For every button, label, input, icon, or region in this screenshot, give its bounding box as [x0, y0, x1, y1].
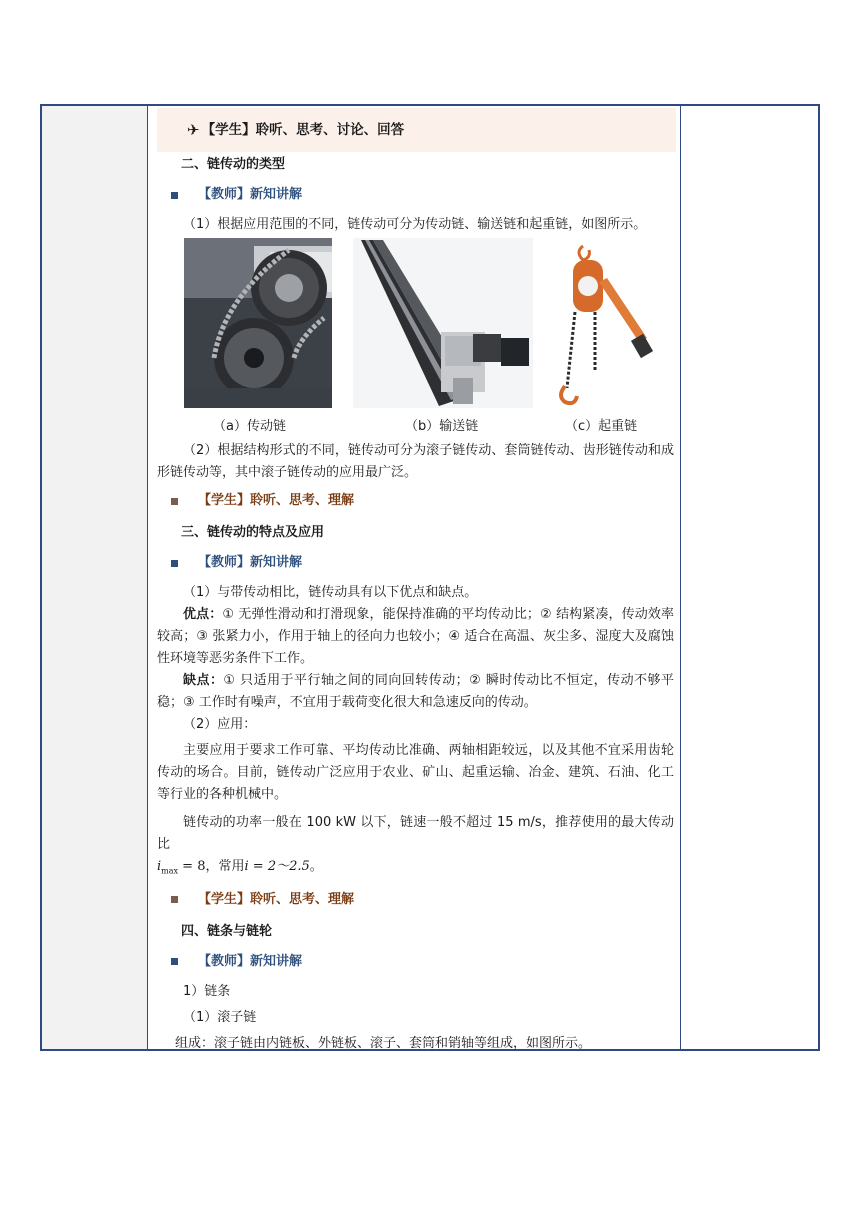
student-tag — [157, 490, 674, 512]
drive-chain-image — [184, 238, 332, 408]
paragraph: （1）滚子链 — [183, 1009, 257, 1025]
application-paragraph: 主要应用于要求工作可靠、平均传动比准确、两轴相距较远，以及其他不宜采用齿轮传动的场合。目前，链传动广泛应用于农业、矿山、起重运输、冶金、建筑、石油、化工等行业的各种机械中。 — [157, 743, 674, 802]
student-activity-box — [157, 108, 676, 152]
teacher-tag — [157, 951, 674, 973]
student-tag-label: 【学生】聆听、思考、理解 — [198, 891, 355, 907]
advantages-label: 优点： — [183, 607, 223, 622]
paragraph: 组成：滚子链由内链板、外链板、滚子、套筒和销轴等组成，如图所示。 — [175, 1035, 592, 1051]
formula-i: i = 2～2.5 — [244, 859, 310, 874]
square-bullet-icon — [171, 896, 178, 903]
square-bullet-icon — [171, 498, 178, 505]
square-bullet-icon — [171, 958, 178, 965]
hoist-chain-image — [553, 238, 657, 408]
left-column — [42, 106, 148, 1049]
paragraph: （1）与带传动相比，链传动具有以下优点和缺点。 — [183, 585, 478, 600]
student-tag — [157, 889, 674, 911]
teacher-tag — [157, 184, 674, 206]
caption-conveyor-chain: （b）输送链 — [405, 419, 479, 434]
conveyor-chain-image — [353, 238, 533, 408]
teacher-tag-label: 【教师】新知讲解 — [198, 187, 303, 202]
formula-imax: $i_{max} = 8$ — [157, 859, 206, 876]
disadvantages-paragraph — [157, 670, 674, 714]
student-tag-label: 【学生】聆听、思考、理解 — [198, 493, 355, 508]
paragraph: （2）应用： — [183, 717, 257, 732]
right-column — [680, 106, 818, 1049]
square-bullet-icon — [171, 192, 178, 199]
advantages-paragraph — [157, 604, 674, 670]
section-heading-types: 二、链传动的类型 — [181, 157, 286, 172]
teacher-tag — [157, 552, 674, 574]
caption-drive-chain: （a）传动链 — [213, 419, 286, 434]
student-activity-text: 【学生】聆听、思考、讨论、回答 — [201, 122, 405, 138]
caption-hoist-chain: （c）起重链 — [565, 419, 638, 434]
paragraph: （2）根据结构形式的不同，链传动可分为滚子链传动、套筒链传动、齿形链传动和成形链传动等，其中滚子链传动的应用最广泛。 — [157, 443, 674, 480]
disadvantages-text: ① 只适用于平行轴之间的同向回转传动；② 瞬时传动比不恒定，传动不够平稳；③ 工作时有噪声，不宜用于载荷变化很大和急速反向的传动。 — [157, 673, 674, 710]
section-heading-chain-sprocket: 四、链条与链轮 — [181, 923, 273, 939]
teacher-tag-label: 【教师】新知讲解 — [198, 953, 303, 969]
lesson-table — [40, 104, 820, 1051]
disadvantages-label: 缺点： — [183, 673, 224, 688]
content-column — [149, 106, 682, 1049]
chain-images — [157, 238, 674, 434]
teacher-tag-label: 【教师】新知讲解 — [198, 555, 303, 570]
square-bullet-icon — [171, 560, 178, 567]
advantages-text: ① 无弹性滑动和打滑现象，能保持准确的平均传动比；② 结构紧凑，传动效率较高；③ 张紧力小，作用于轴上的径向力也较小；④ 适合在高温、灰尘多、湿度大及腐蚀性环境等恶劣条件下工作。 — [157, 607, 674, 666]
section-heading-features: 三、链传动的特点及应用 — [181, 525, 325, 540]
paragraph: 1）链条 — [183, 983, 231, 999]
power-paragraph: 链传动的功率一般在 100 kW 以下，链速一般不超过 15 m/s，推荐使用的最大传动比 $i_{max} = 8$，常用i = 2～2.5。 — [157, 815, 674, 876]
paragraph: （1）根据应用范围的不同，链传动可分为传动链、输送链和起重链，如图所示。 — [183, 217, 647, 232]
airplane-icon: ✈ — [187, 121, 200, 139]
